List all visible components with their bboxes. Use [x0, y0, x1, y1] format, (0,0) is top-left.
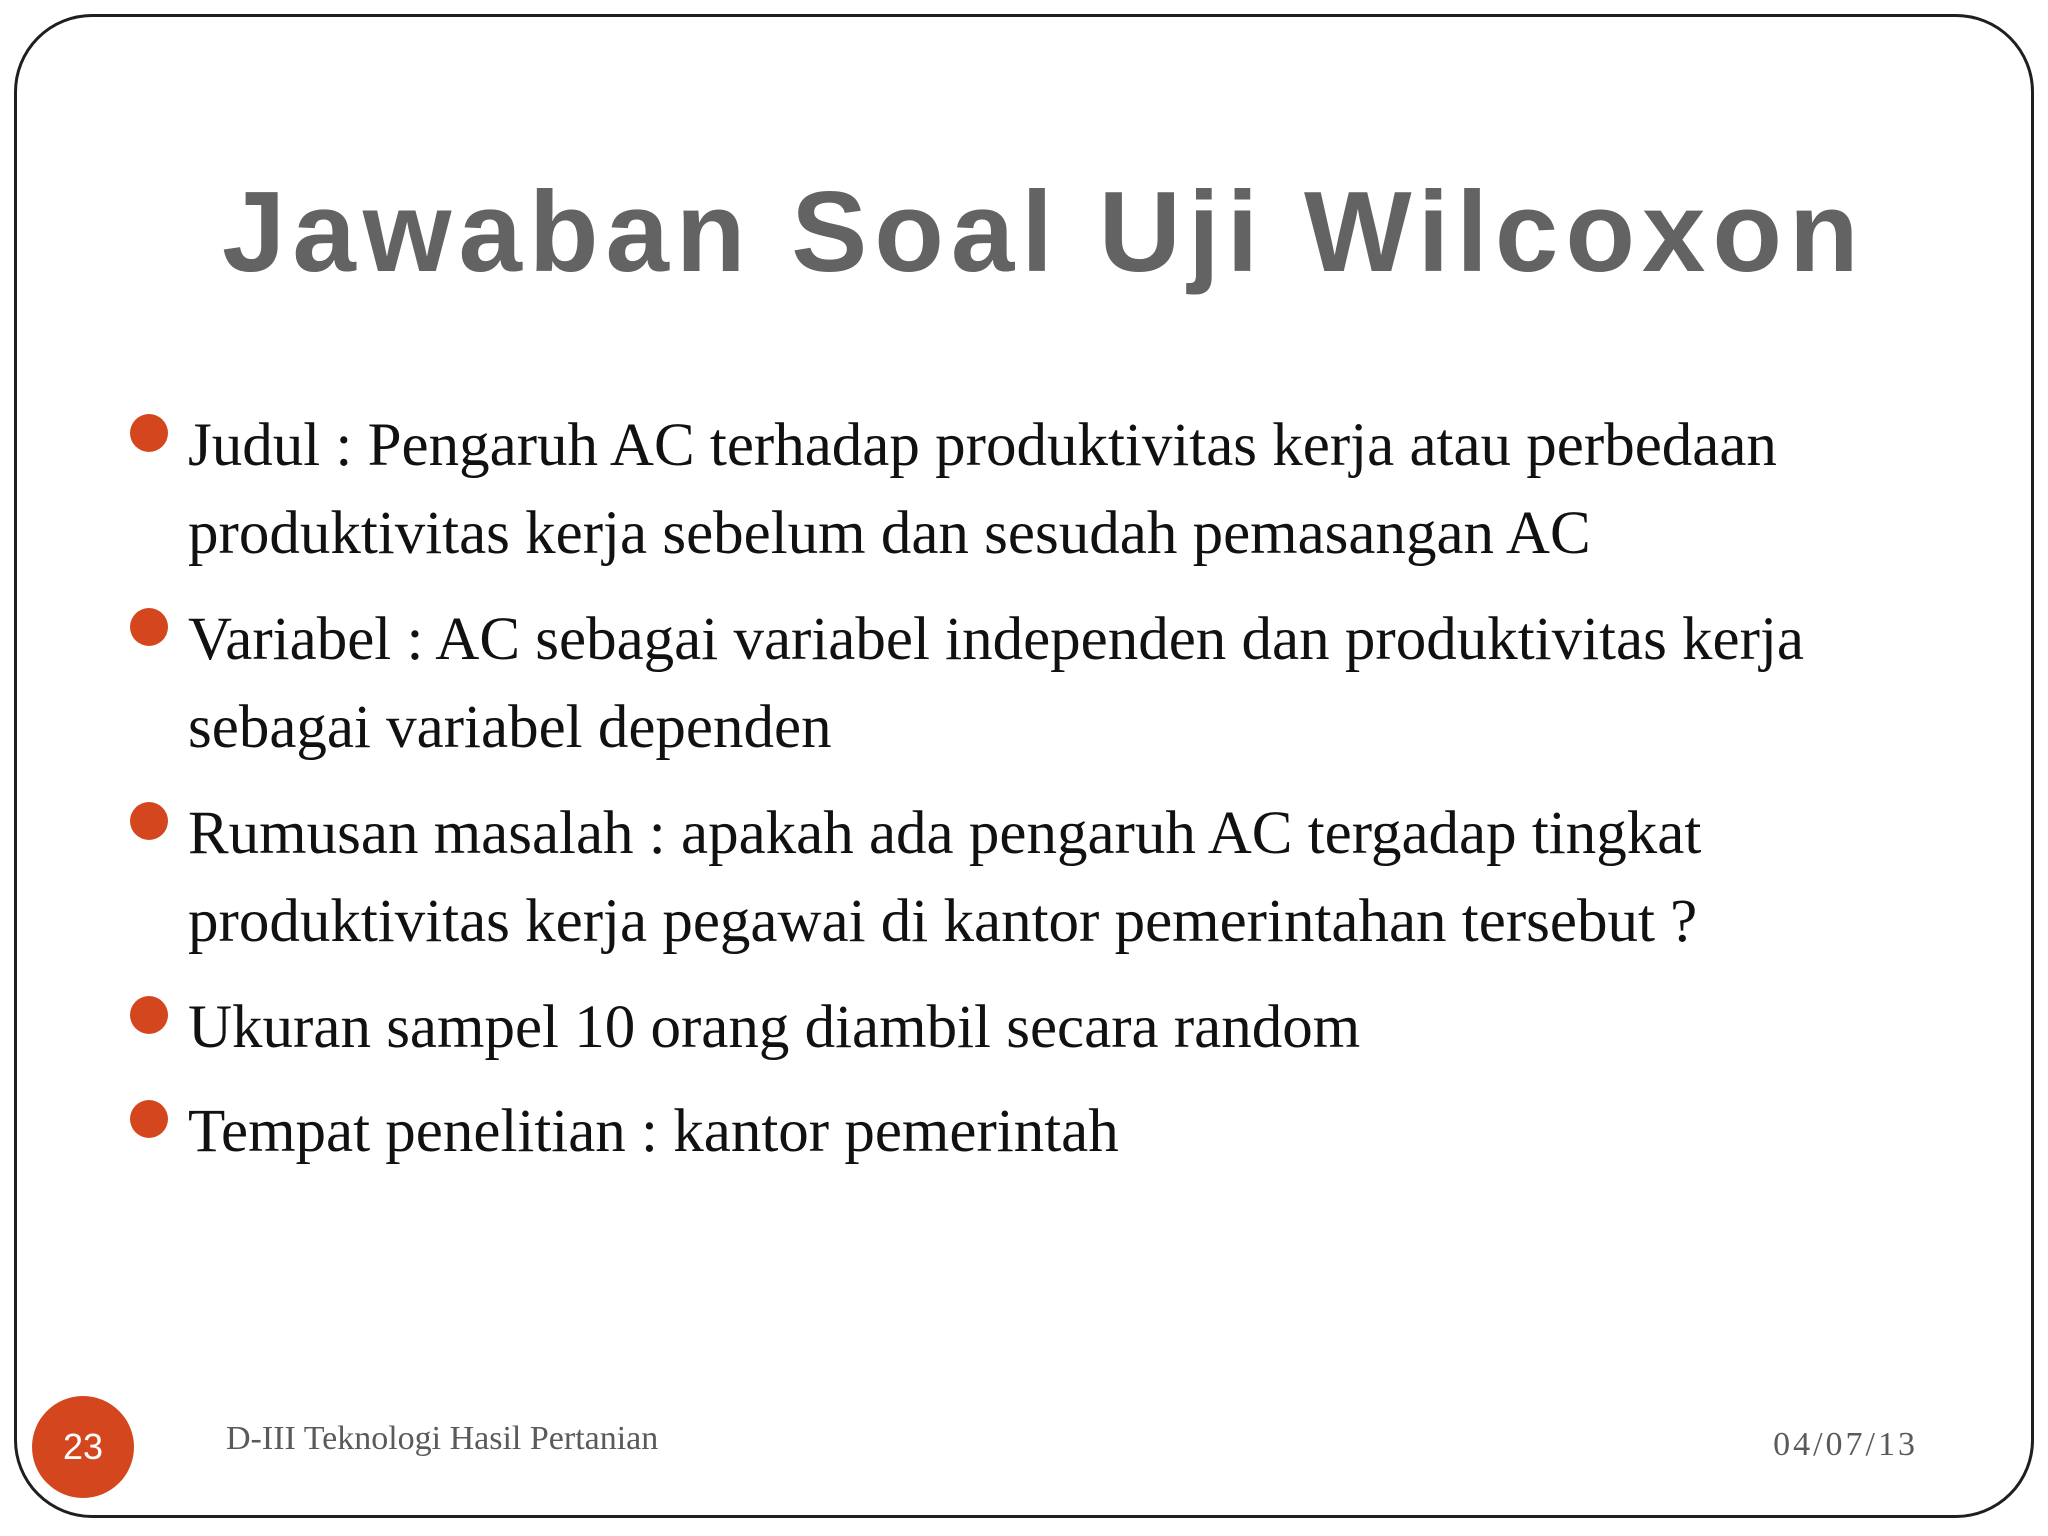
bullet-text: Ukuran sampel 10 orang diambil secara random	[188, 994, 1361, 1061]
page-number-badge: 23	[32, 1396, 134, 1498]
bullet-text: Judul : Pengaruh AC terhadap produktivitas kerja atau perbedaan produktivitas kerja sebelum dan sesudah pemasangan AC	[188, 412, 1777, 567]
footer-text: D-III Teknologi Hasil Pertanian	[226, 1420, 659, 1457]
bullet-dot-icon	[130, 414, 168, 452]
bullet-dot-icon	[130, 802, 168, 840]
footer-date: 04/07/13	[1773, 1426, 1918, 1463]
bullet-text: Tempat penelitian : kantor pemerintah	[188, 1098, 1119, 1165]
slide-title: Jawaban Soal Uji Wilcoxon	[222, 169, 1866, 296]
bullet-text: Rumusan masalah : apakah ada pengaruh AC tergadap tingkat produktivitas kerja pegawai di kantor pemerintahan tersebut ?	[188, 800, 1702, 955]
bullet-text: Variabel : AC sebagai variabel independen dan produktivitas kerja sebagai variabel dependen	[188, 606, 1804, 761]
bullet-dot-icon	[130, 1100, 168, 1138]
bullet-dot-icon	[130, 996, 168, 1034]
bullet-dot-icon	[130, 608, 168, 646]
